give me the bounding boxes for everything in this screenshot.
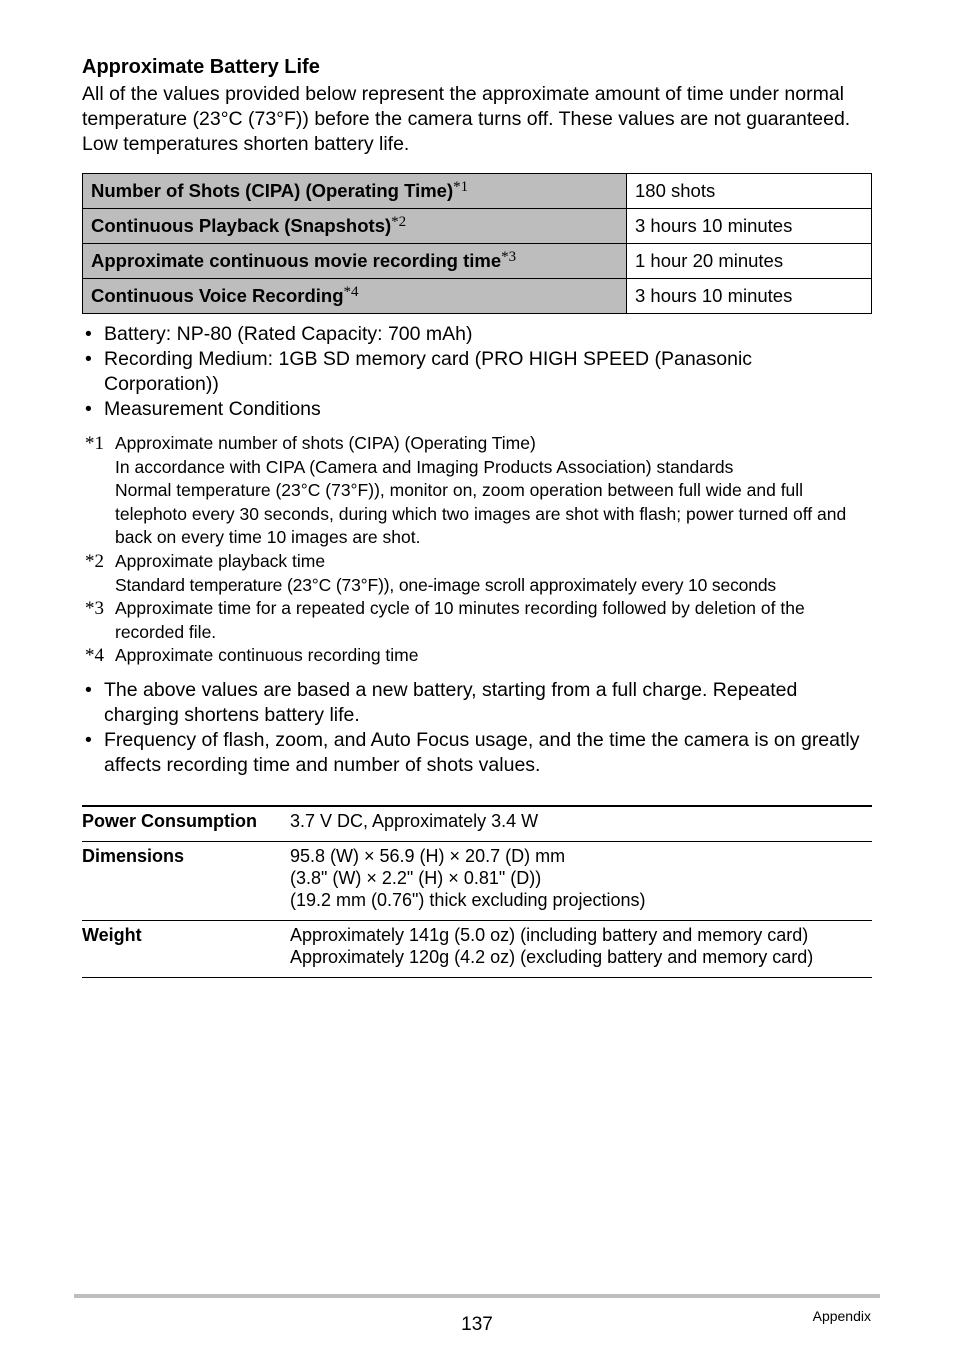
row-value: 180 shots [627, 174, 872, 209]
row-label: Number of Shots (CIPA) (Operating Time)$^{*1}$ [83, 174, 627, 209]
footnote-mark: *2 [85, 550, 104, 572]
table-row [83, 209, 872, 244]
row-value: 3 hours 10 minutes [627, 209, 872, 244]
footnote-ref: *4 [343, 284, 359, 300]
footnote-mark: *1 [85, 433, 104, 454]
spec-value: Approximately 141g (5.0 oz) (including battery and memory card) Approximately 120g (4.2 oz) (excluding battery and memory card) [290, 920, 872, 977]
row-label: Approximate continuous movie recording time$^{*3}$ [83, 244, 627, 279]
footnote [82, 432, 872, 550]
footnote-mark: *4 [85, 645, 104, 667]
table-row [82, 806, 872, 842]
footnotes [82, 432, 872, 668]
table-row [82, 841, 872, 920]
page-content [82, 54, 872, 978]
footnote-ref: *2 [391, 214, 407, 230]
footnote-ref: *1 [453, 179, 469, 195]
list-item: • Frequency of flash, zoom, and Auto Focus usage, and the time the camera is on greatly affects recording time and number of shots values. [85, 728, 860, 776]
table-row [83, 174, 872, 209]
intro-paragraph: All of the values provided below represent the approximate amount of time under normal temperature (23°C (73°F)) before the camera turns off. These values are not guaranteed. Low temperatures shorten battery life. [82, 83, 851, 155]
row-value: 3 hours 10 minutes [627, 279, 872, 314]
table-row [83, 279, 872, 314]
spec-label: Power Consumption [82, 806, 290, 842]
notes-list [82, 678, 872, 778]
specs-table [82, 805, 872, 978]
footnote [82, 550, 872, 597]
footnote-ref: *3 [501, 249, 517, 265]
list-item: • Battery: NP-80 (Rated Capacity: 700 mAh) [85, 323, 473, 345]
footer-rule [74, 1294, 880, 1298]
spec-value: 3.7 V DC, Approximately 3.4 W [290, 806, 872, 842]
footnote [82, 597, 872, 644]
footnote-line: Approximate number of shots (CIPA) (Operating Time) [115, 433, 536, 453]
section-heading: Approximate Battery Life [82, 56, 320, 78]
battery-life-table [82, 173, 872, 314]
list-item: • Measurement Conditions [85, 398, 321, 420]
footnote-line: Approximate playback time [115, 550, 326, 571]
footnote-line: Approximate continuous recording time [115, 645, 419, 666]
footnote-mark: *3 [85, 598, 104, 620]
footnote-line: Approximate time for a repeated cycle of 10 minutes recording followed by deletion of the recorded file. [115, 598, 805, 642]
spec-label: Weight [82, 920, 290, 977]
section-name: Appendix [812, 1308, 871, 1324]
footnote-line: In accordance with CIPA (Camera and Imaging Products Association) standards [115, 456, 734, 477]
spec-label: Dimensions [82, 841, 290, 920]
conditions-list [82, 322, 872, 422]
row-label: Continuous Voice Recording$^{*4}$ [83, 279, 627, 314]
spec-value: 95.8 (W) × 56.9 (H) × 20.7 (D) mm (3.8" (W) × 2.2" (H) × 0.81" (D)) (19.2 mm (0.76") thick excluding projections) [290, 841, 872, 920]
table-row [82, 920, 872, 977]
row-value: 1 hour 20 minutes [627, 244, 872, 279]
footnote [82, 644, 872, 668]
list-item: • Recording Medium: 1GB SD memory card (PRO HIGH SPEED (Panasonic Corporation)) [85, 348, 753, 395]
table-row [83, 244, 872, 279]
footnote-line: Standard temperature (23°C (73°F)), one-image scroll approximately every 10 seconds [115, 574, 777, 595]
row-label: Continuous Playback (Snapshots)$^{*2}$ [83, 209, 627, 244]
page-number: 137 [461, 1314, 493, 1335]
footnote-line: Normal temperature (23°C (73°F)), monitor on, zoom operation between full wide and full telephoto every 30 seconds, during which two images are shot with flash; power turned off and back on every time 10 images are shot. [115, 480, 847, 548]
list-item: • The above values are based a new battery, starting from a full charge. Repeated charging shortens battery life. [85, 678, 798, 726]
